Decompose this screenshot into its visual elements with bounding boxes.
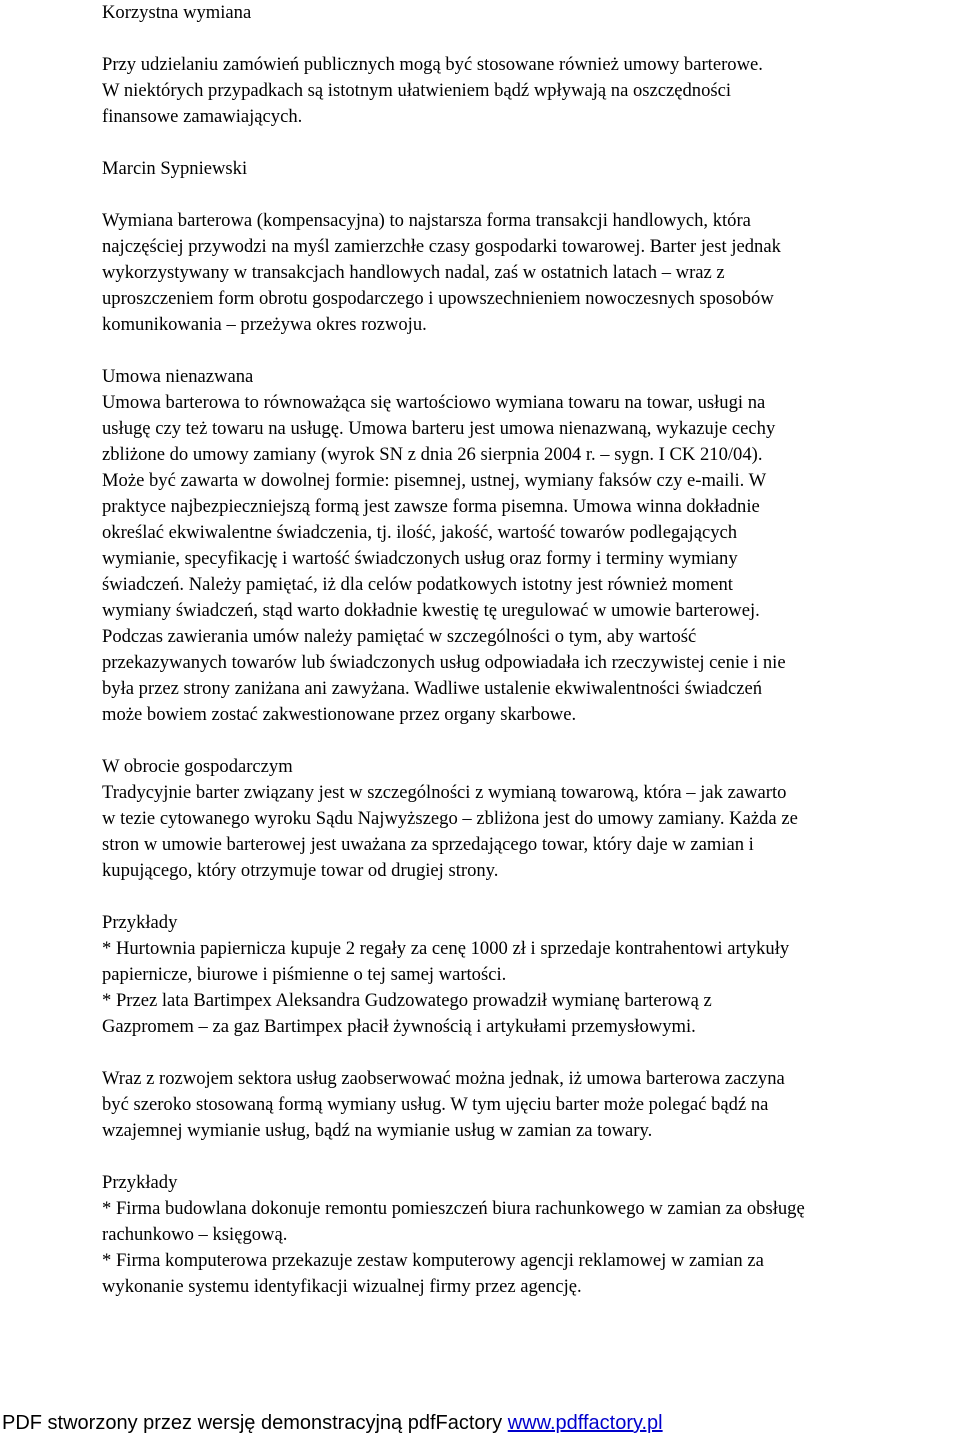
section-heading-umowa-nienazwana: Umowa nienazwana [102, 366, 254, 387]
lead-paragraph: Przy udzielaniu zamówień publicznych mogą być stosowane również umowy barterowe. W niektórych przypadkach są istotnym ułatwieniem bądź wpływają na oszczędności finansowe zamawiających. [102, 54, 763, 127]
examples-heading-1: Przykłady [102, 912, 178, 933]
example-item-hurtownia: * Hurtownia papiernicza kupuje 2 regały za cenę 1000 zł i sprzedaje kontrahentowi artykuły papiernicze, biurowe i piśmienne o tej samej wartości. [102, 938, 790, 985]
example-item-firma-komputerowa: * Firma komputerowa przekazuje zestaw komputerowy agencji reklamowej w zamian za wykonanie systemu identyfikacji wizualnej firmy przez agencję. [102, 1250, 764, 1297]
spacer [102, 26, 958, 52]
footer-text: PDF stworzony przez wersję demonstracyjną pdfFactory [2, 1412, 508, 1434]
spacer [102, 130, 958, 156]
example-item-firma-budowlana: * Firma budowlana dokonuje remontu pomieszczeń biura rachunkowego w zamian za obsługę rachunkowo – księgową. [102, 1198, 805, 1245]
section-heading-w-obrocie: W obrocie gospodarczym [102, 756, 293, 777]
spacer [102, 728, 958, 754]
spacer [102, 1144, 958, 1170]
spacer [102, 884, 958, 910]
author-name: Marcin Sypniewski [102, 158, 248, 179]
spacer [102, 1040, 958, 1066]
document-title: Korzystna wymiana [102, 2, 252, 23]
spacer [102, 338, 958, 364]
spacer [102, 182, 958, 208]
pdf-footer [2, 1409, 663, 1437]
example-item-bartimpex: * Przez lata Bartimpex Aleksandra Gudzowatego prowadził wymianę barterową z Gazpromem – za gaz Bartimpex płacił żywnością i artykułami przemysłowymi. [102, 990, 712, 1037]
section-body-umowa-nienazwana: Umowa barterowa to równoważąca się wartościowo wymiana towaru na towar, usługi na usługę czy też towaru na usługę. Umowa barteru jest umowa nienazwaną, wykazuje cechy zbliżone do umowy zamiany (wyrok SN z dnia 26 sierpnia 2004 r. – sygn. I CK 210/04). Może być zawarta w dowolnej formie: pisemnej, ustnej, wymiany faksów czy e-maili. W praktyce najbezpieczniejszą formą jest zawsze forma pisemna. Umowa winna dokładnie określać ekwiwalentne świadczenia, tj. ilość, jakość, wartość towarów podlegających wymianie, specyfikację i wartość świadczonych usług oraz formy i terminy wymiany świadczeń. Należy pamiętać, iż dla celów podatkowych istotny jest również moment wymiany świadczeń, stąd warto dokładnie kwestię tę uregulować w umowie barterowej. Podczas zawierania umów należy pamiętać w szczególności o tym, aby wartość przekazywanych towarów lub świadczonych usług odpowiadała ich rzeczywistej cenie i nie była przez strony zaniżana ani zawyżana. Wadliwe ustalenie ekwiwalentności świadczeń może bowiem zostać zakwestionowane przez organy skarbowe. [102, 392, 786, 725]
document-page [102, 0, 958, 1300]
examples-heading-2: Przykłady [102, 1172, 178, 1193]
services-paragraph: Wraz z rozwojem sektora usług zaobserwować można jednak, iż umowa barterowa zaczyna być szeroko stosowaną formą wymiany usług. W tym ujęciu barter może polegać bądź na wzajemnej wymianie usług, bądź na wymianie usług w zamian za towary. [102, 1068, 785, 1141]
intro-paragraph: Wymiana barterowa (kompensacyjna) to najstarsza forma transakcji handlowych, która najczęściej przywodzi na myśl zamierzchłe czasy gospodarki towarowej. Barter jest jednak wykorzystywany w transakcjach handlowych nadal, zaś w ostatnich latach – wraz z uproszczeniem form obrotu gospodarczego i upowszechnieniem nowoczesnych sposobów komunikowania – przeżywa okres rozwoju. [102, 210, 781, 335]
footer-link[interactable]: www.pdffactory.pl [507, 1412, 663, 1434]
section-body-w-obrocie: Tradycyjnie barter związany jest w szczególności z wymianą towarową, która – jak zawarto w tezie cytowanego wyroku Sądu Najwyższego – zbliżona jest do umowy zamiany. Każda ze stron w umowie barterowej jest uważana za sprzedającego towar, który daje w zamian i kupującego, który otrzymuje towar od drugiej strony. [102, 782, 798, 881]
